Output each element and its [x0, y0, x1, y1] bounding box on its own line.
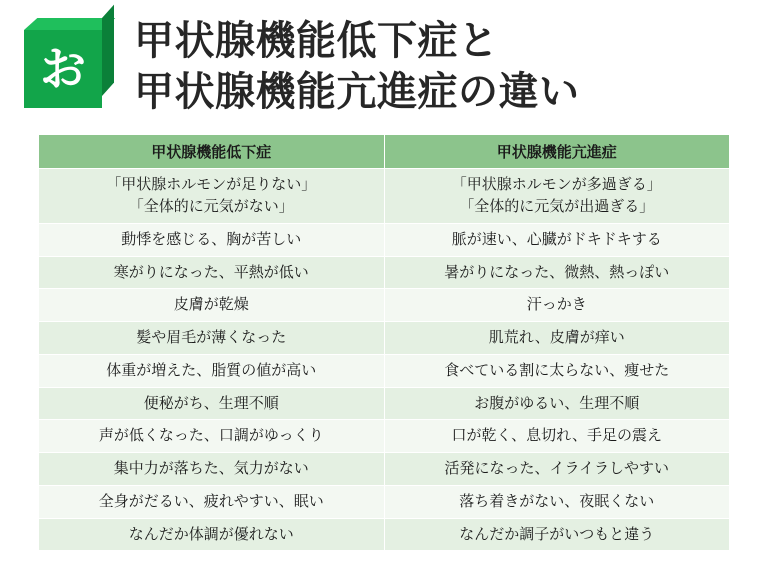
cell-right: 食べている割に太らない、痩せた: [384, 354, 730, 387]
slide-header: [0, 0, 768, 118]
table-row: [39, 518, 730, 551]
table-body: [39, 169, 730, 551]
cell-left: なんだか体調が優れない: [39, 518, 385, 551]
comparison-table: [38, 134, 730, 551]
cell-right: 汗っかき: [384, 289, 730, 322]
cell-left: 全身がだるい、疲れやすい、眠い: [39, 485, 385, 518]
comparison-table-wrapper: [38, 134, 730, 551]
cell-right: お腹がゆるい、生理不順: [384, 387, 730, 420]
table-row: [39, 322, 730, 355]
cell-line: 「甲状腺ホルモンが足りない」: [106, 176, 317, 194]
cube-side-face: [102, 5, 114, 96]
table-head: [39, 135, 730, 169]
cell-left: 集中力が落ちた、気力がない: [39, 453, 385, 486]
cell-right: [384, 169, 730, 224]
table-row: [39, 289, 730, 322]
cell-line: 「甲状腺ホルモンが多過ぎる」: [451, 176, 662, 194]
cell-right: 口が乾く、息切れ、手足の震え: [384, 420, 730, 453]
cell-right: 脈が速い、心臓がドキドキする: [384, 223, 730, 256]
cell-left: 寒がりになった、平熱が低い: [39, 256, 385, 289]
page-title-line-1: 甲状腺機能低下症と: [134, 19, 499, 63]
cell-right: 落ち着きがない、夜眠くない: [384, 485, 730, 518]
table-row: [39, 485, 730, 518]
cell-right: 肌荒れ、皮膚が痒い: [384, 322, 730, 355]
table-row: [39, 256, 730, 289]
cell-left: 体重が増えた、脂質の値が高い: [39, 354, 385, 387]
column-header-hypothyroidism: 甲状腺機能低下症: [39, 135, 385, 169]
cell-left: [39, 169, 385, 224]
table-header-row: [39, 135, 730, 169]
cell-left: 皮膚が乾燥: [39, 289, 385, 322]
cell-left: 便秘がち、生理不順: [39, 387, 385, 420]
page-title-line-2: 甲状腺機能亢進症の違い: [134, 70, 580, 115]
table-row: [39, 223, 730, 256]
cell-right: 暑がりになった、微熱、熱っぽい: [384, 256, 730, 289]
table-row: [39, 453, 730, 486]
cell-right: なんだか調子がいつもと違う: [384, 518, 730, 551]
cube-front-face: お: [24, 30, 102, 108]
cell-line: 「全体的に元気がない」: [128, 198, 294, 216]
column-header-hyperthyroidism: 甲状腺機能亢進症: [384, 135, 730, 169]
cell-left: 髪や眉毛が薄くなった: [39, 322, 385, 355]
table-row: [39, 387, 730, 420]
cell-left: 動悸を感じる、胸が苦しい: [39, 223, 385, 256]
cell-line: 「全体的に元気が出過ぎる」: [459, 198, 655, 216]
table-row: [39, 169, 730, 224]
logo-cube-icon: [24, 18, 116, 110]
page-title: [134, 14, 580, 118]
cell-right: 活発になった、イライラしやすい: [384, 453, 730, 486]
table-row: [39, 354, 730, 387]
table-row: [39, 420, 730, 453]
cell-left: 声が低くなった、口調がゆっくり: [39, 420, 385, 453]
